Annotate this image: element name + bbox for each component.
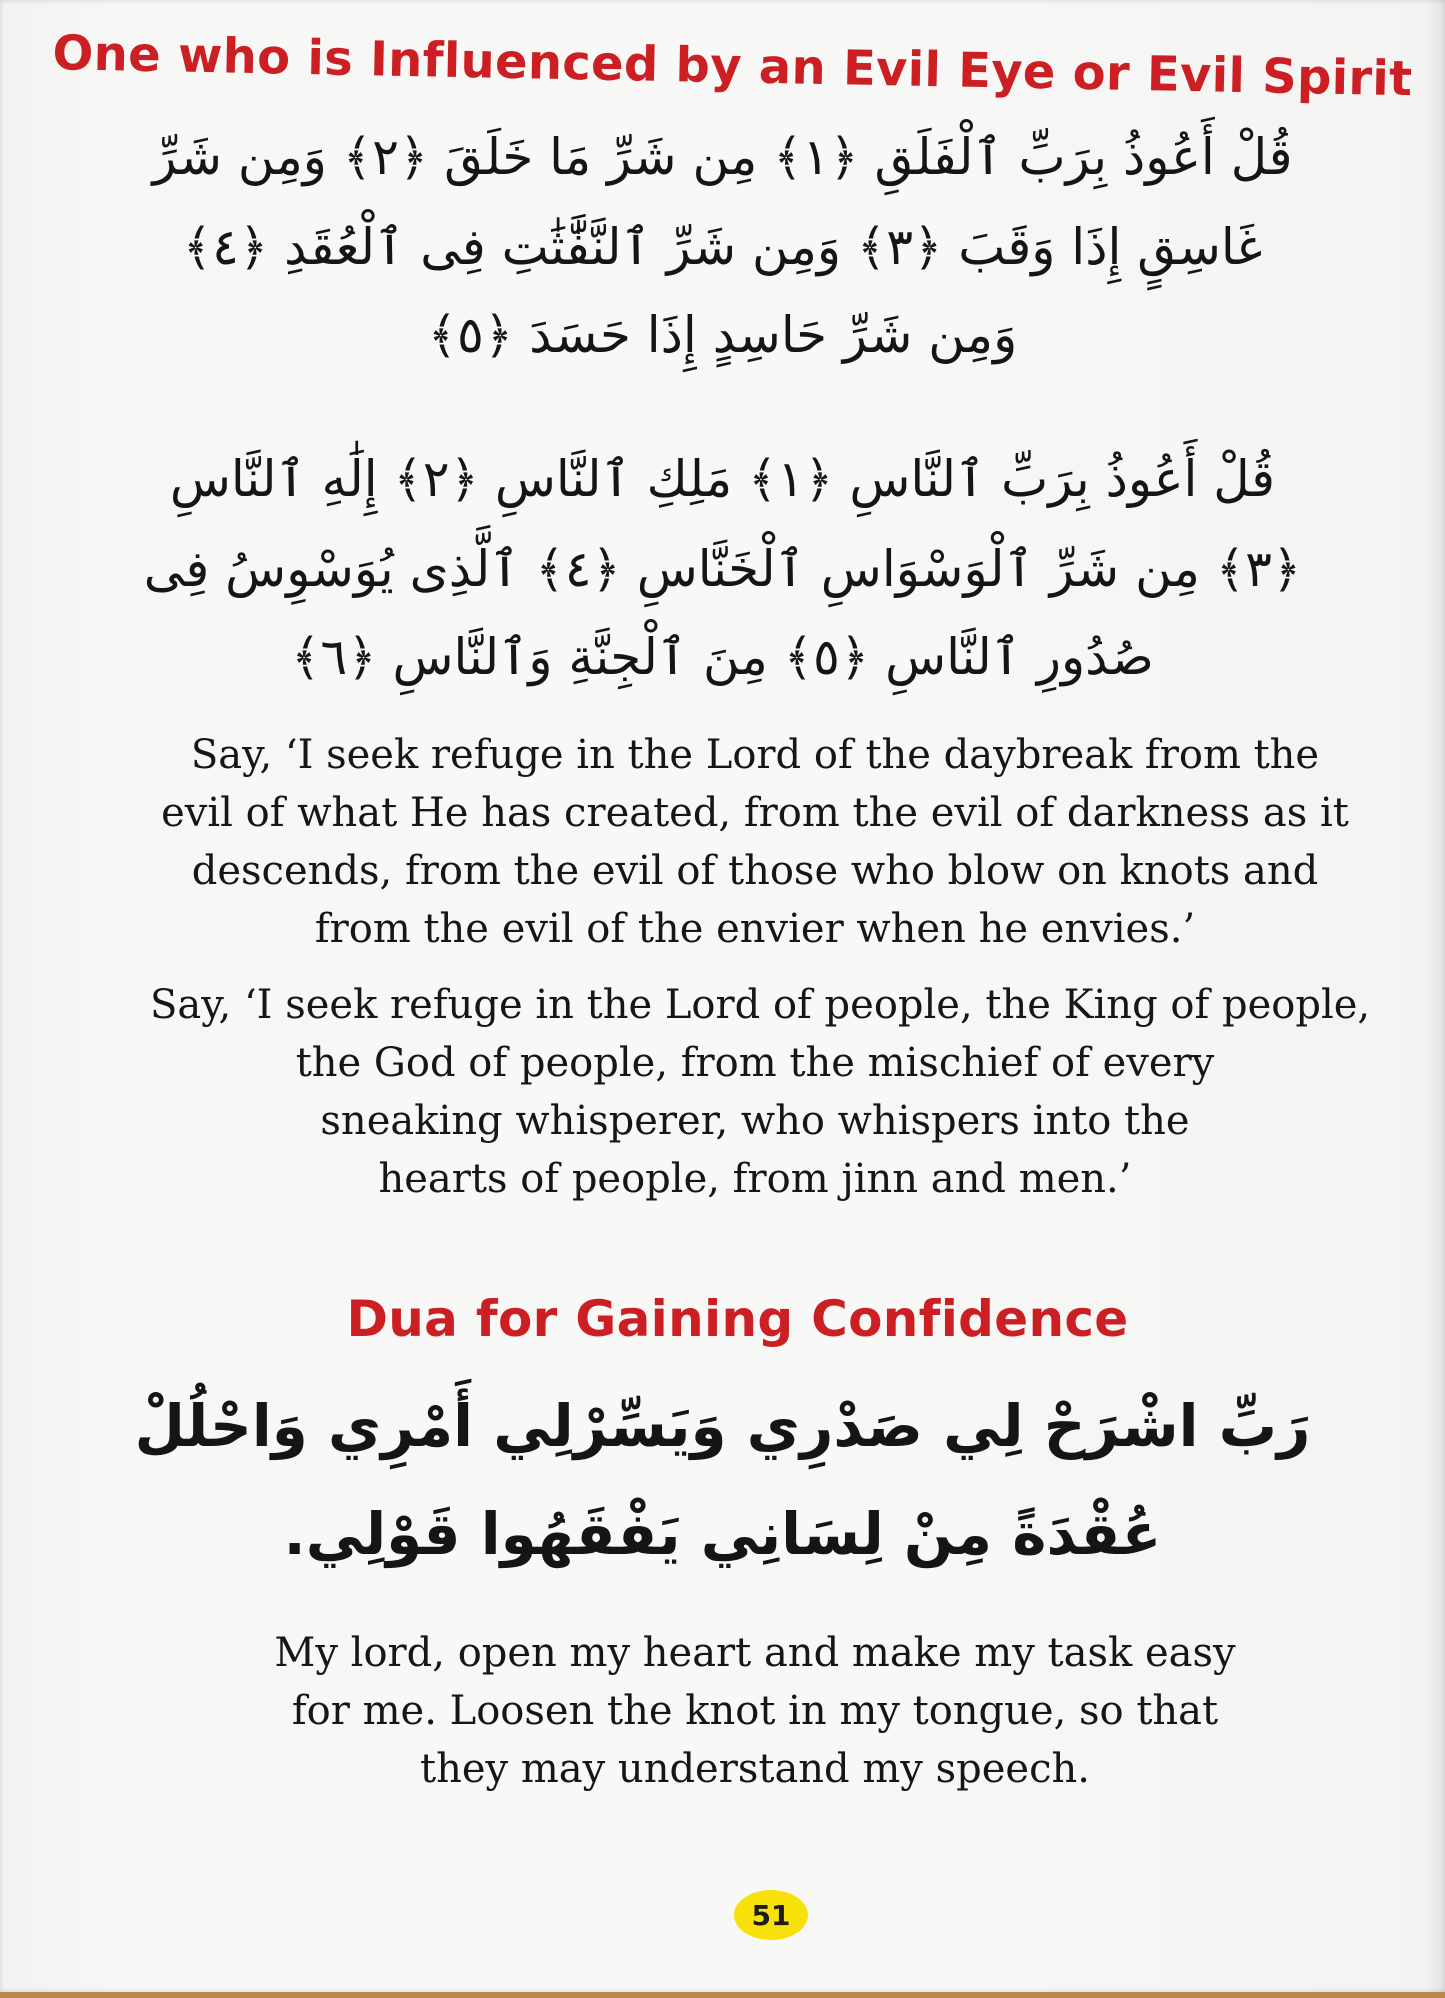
translation-nas-line: sneaking whisperer, who whispers into the [320,1098,1190,1144]
surah-falaq-line-2: غَاسِقٍ إِذَا وَقَبَ ﴿٣﴾ وَمِن شَرِّ ٱلنَّفَّٰثَٰتِ فِى ٱلْعُقَدِ ﴿٤﴾ [182,218,1263,276]
translation-nas [150,976,1371,1208]
section-heading-evil-eye: One who is Influenced by an Evil Eye or Evil Spirit [52,25,1413,108]
translation-dua-line: they may understand my speech. [420,1746,1090,1792]
surah-nas-line-1: قُلْ أَعُوذُ بِرَبِّ ٱلنَّاسِ ﴿١﴾ مَلِكِ ٱلنَّاسِ ﴿٢﴾ إِلَٰهِ ٱلنَّاسِ [169,450,1276,508]
translation-nas-line: the God of people, from the mischief of every [295,1040,1215,1086]
translation-falaq [150,726,1360,958]
translation-falaq-line: from the evil of the envier when he envies.’ [314,906,1196,952]
translation-dua-line: My lord, open my heart and make my task easy [274,1630,1236,1676]
translation-dua [150,1624,1360,1798]
translation-falaq-line: evil of what He has created, from the evil of darkness as it [161,790,1349,836]
dua-line-2: عُقْدَةً مِنْ لِسَانِي يَفْقَهُوا قَوْلِي. [283,1500,1162,1568]
surah-nas-line-3: صُدُورِ ٱلنَّاسِ ﴿٥﴾ مِنَ ٱلْجِنَّةِ وَٱلنَّاسِ ﴿٦﴾ [291,628,1154,686]
surah-nas-line-2: ﴿٣﴾ مِن شَرِّ ٱلْوَسْوَاسِ ٱلْخَنَّاسِ ﴿٤﴾ ٱلَّذِى يُوَسْوِسُ فِى [143,540,1302,598]
dua-line-1: رَبِّ اشْرَحْ لِي صَدْرِي وَيَسِّرْلِي أَمْرِي وَاحْلُلْ [134,1392,1311,1460]
translation-dua-line: for me. Loosen the knot in my tongue, so that [291,1688,1219,1734]
translation-nas-line: hearts of people, from jinn and men.’ [378,1156,1132,1202]
translation-nas-line: Say, ‘I seek refuge in the Lord of people, the King of people, [150,982,1371,1028]
page-number: 51 [751,1898,791,1932]
surah-falaq-line-1: قُلْ أَعُوذُ بِرَبِّ ٱلْفَلَقِ ﴿١﴾ مِن شَرِّ مَا خَلَقَ ﴿٢﴾ وَمِن شَرِّ [152,128,1293,186]
translation-falaq-line: descends, from the evil of those who blow on knots and [191,848,1319,894]
surah-falaq-line-3: وَمِن شَرِّ حَاسِدٍ إِذَا حَسَدَ ﴿٥﴾ [427,306,1018,364]
translation-falaq-line: Say, ‘I seek refuge in the Lord of the daybreak from the [190,732,1320,778]
section-heading-confidence: Dua for Gaining Confidence [346,1290,1129,1348]
page-number-badge [734,1890,808,1940]
